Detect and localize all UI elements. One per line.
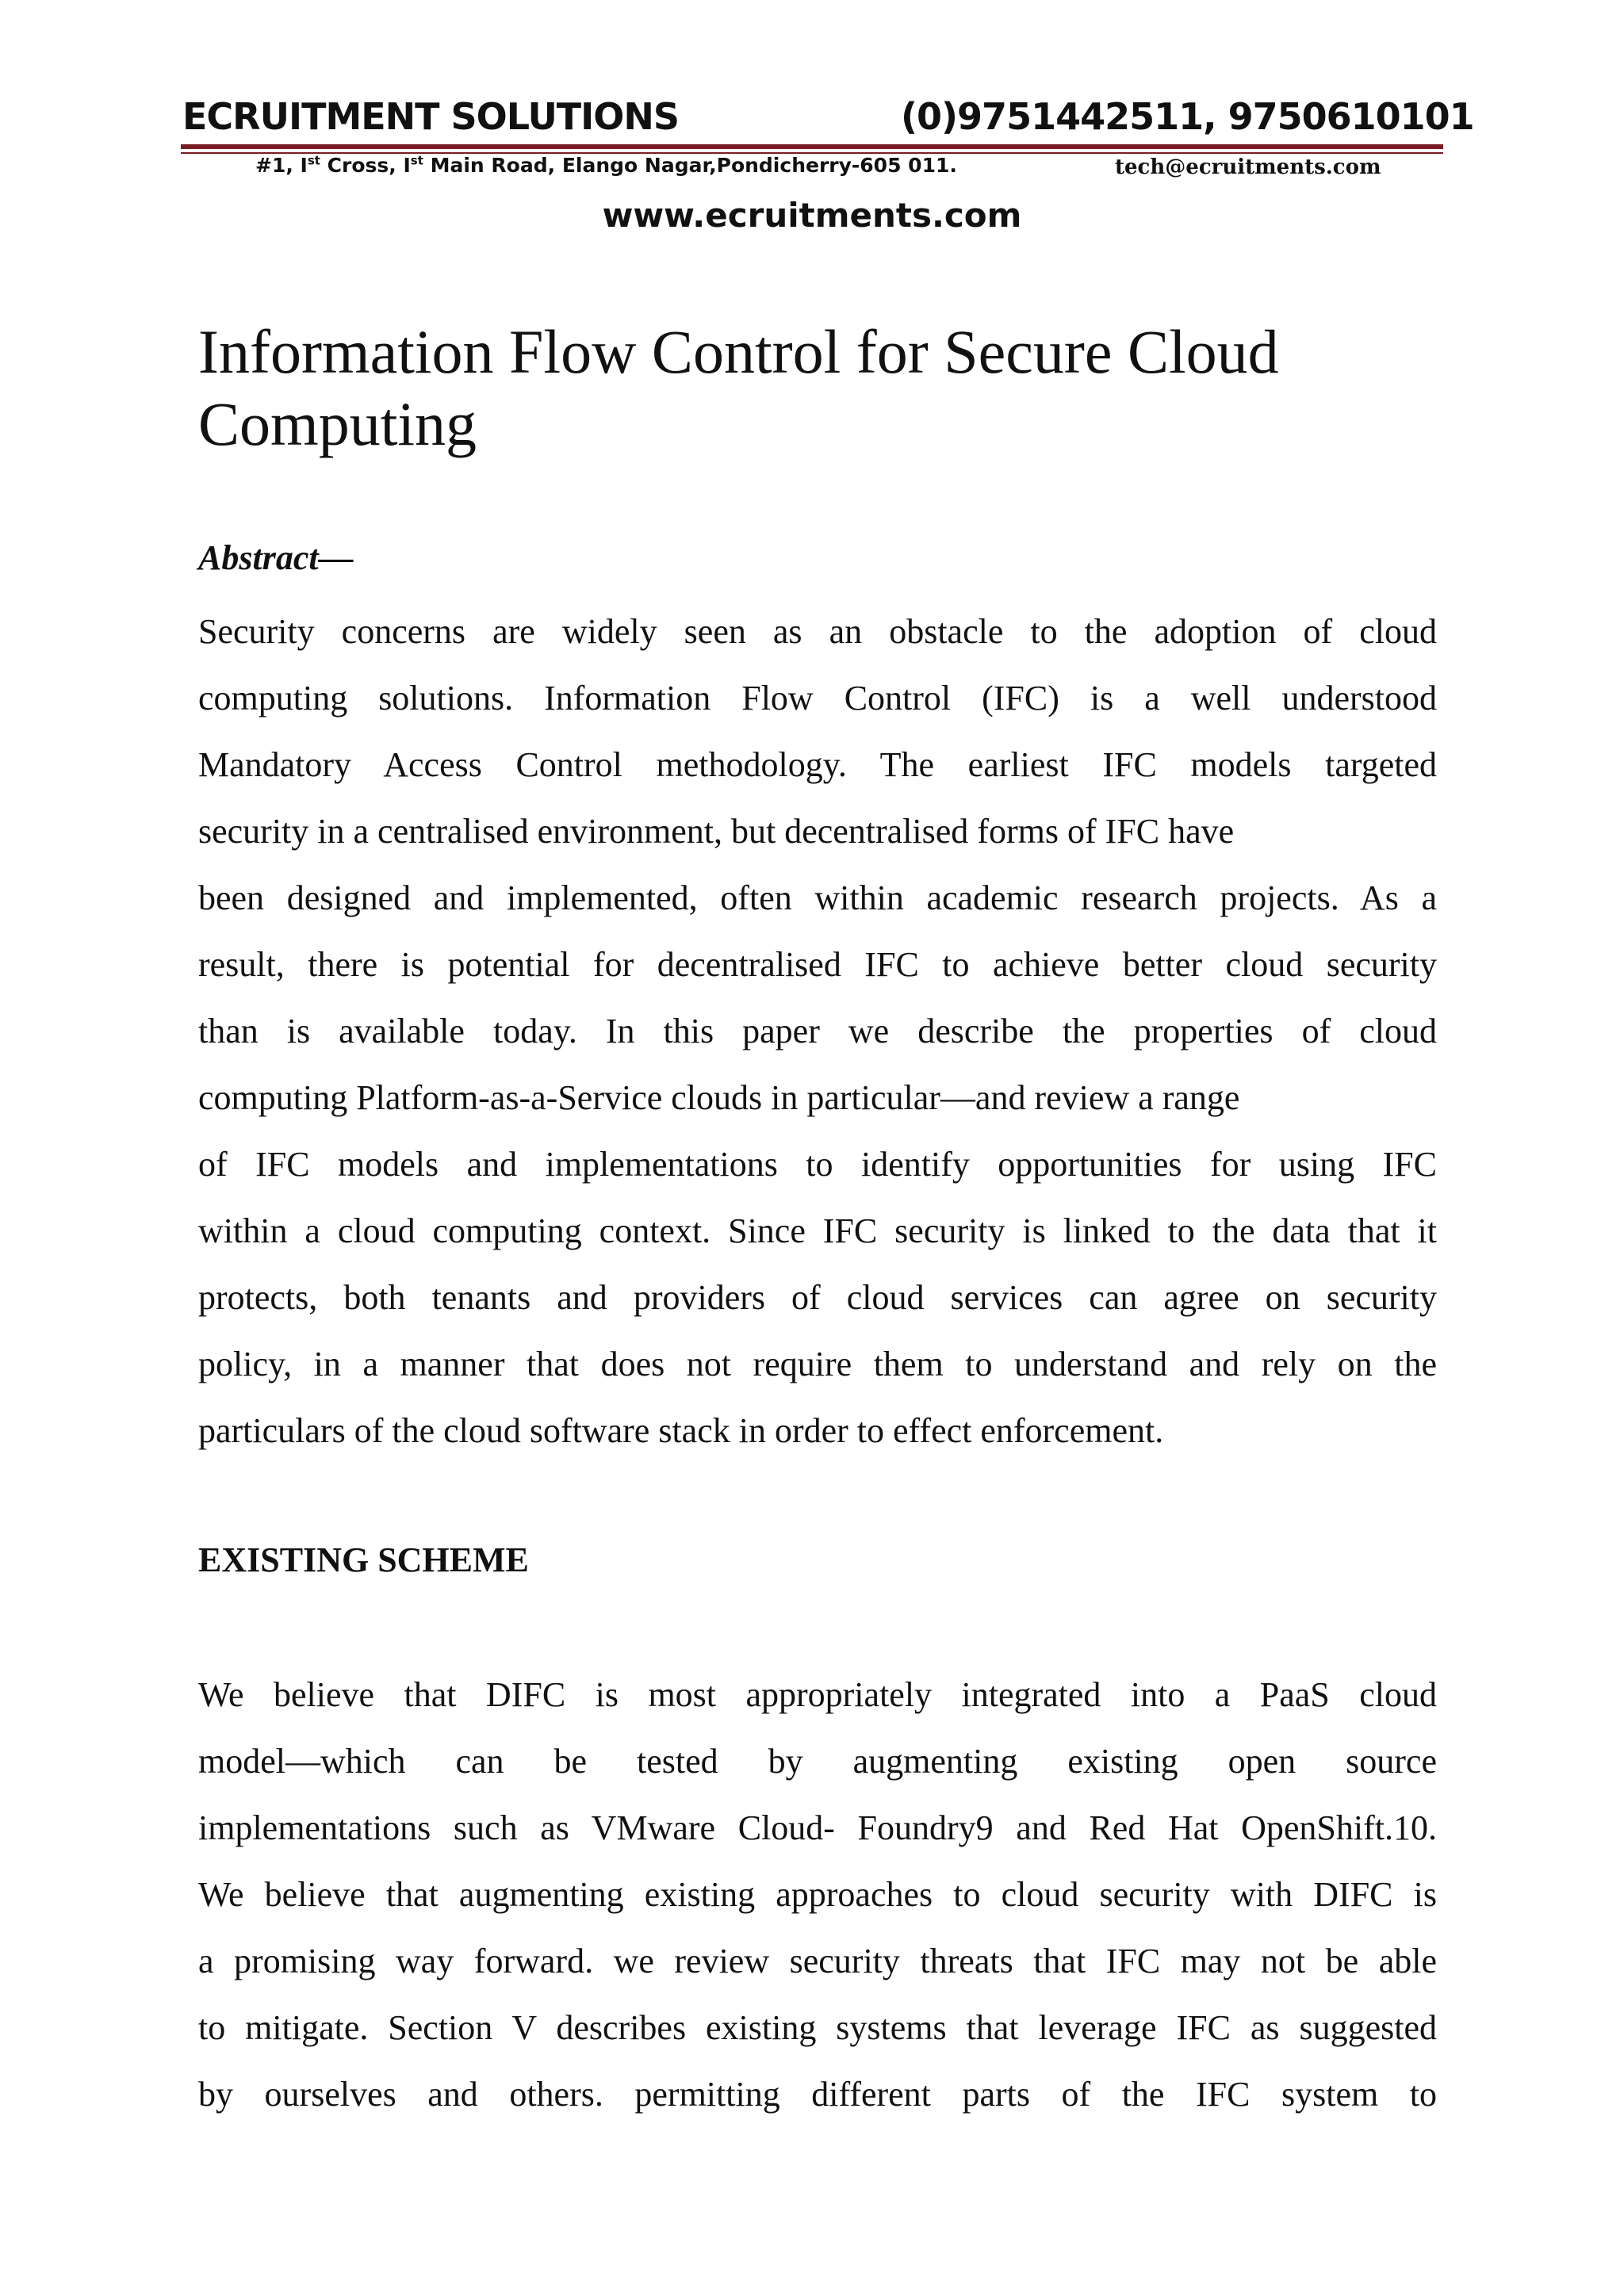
title-line: Computing [198, 389, 477, 458]
paragraph-line: of IFC models and implementations to identify opportunities for using IFC [198, 1145, 1437, 1184]
paragraph-line: than is available today. In this paper we describe the properties of cloud [198, 1012, 1437, 1050]
paragraph-line: a promising way forward. we review security threats that IFC may not be able [198, 1942, 1437, 1980]
paragraph-line: computing Platform-as-a-Service clouds in particular—and review a range [198, 1078, 1240, 1117]
paragraph-line: We believe that augmenting existing approaches to cloud security with DIFC is [198, 1875, 1437, 1914]
paragraph-line: been designed and implemented, often within academic research projects. As a [198, 878, 1437, 917]
header-rule-thick [181, 144, 1443, 149]
paragraph-line: model—which can be tested by augmenting existing open source [198, 1742, 1437, 1781]
paragraph-line: security in a centralised environment, but decentralised forms of IFC have [198, 812, 1235, 851]
paragraph-line: implementations such as VMware Cloud- Foundry9 and Red Hat OpenShift.10. [198, 1808, 1437, 1847]
company-website: www.ecruitments.com [602, 196, 1022, 235]
paragraph-line: result, there is potential for decentralised IFC to achieve better cloud security [198, 945, 1437, 984]
paragraph-line: Security concerns are widely seen as an obstacle to the adoption of cloud [198, 612, 1437, 651]
title-line: Information Flow Control for Secure Cloud [198, 317, 1279, 386]
paragraph-line: We believe that DIFC is most appropriately integrated into a PaaS cloud [198, 1675, 1437, 1714]
existing-scheme-paragraph [198, 1662, 1437, 2128]
company-address: #1, Ist Cross, Ist Main Road, Elango Nagar,Pondicherry-605 011. [255, 153, 957, 177]
paragraph-line: protects, both tenants and providers of cloud services can agree on security [198, 1278, 1437, 1317]
paragraph-line: particulars of the cloud software stack in order to effect enforcement. [198, 1411, 1164, 1450]
company-name: ECRUITMENT SOLUTIONS [182, 95, 680, 138]
abstract-paragraph [198, 599, 1437, 1464]
paragraph-line: within a cloud computing context. Since IFC security is linked to the data that it [198, 1211, 1437, 1250]
phone-numbers: (0)9751442511, 9750610101 [901, 95, 1474, 138]
company-email: tech@ecruitments.com [1115, 155, 1381, 179]
paragraph-line: computing solutions. Information Flow Control (IFC) is a well understood [198, 679, 1437, 718]
page-title [198, 316, 1435, 460]
abstract-heading: Abstract— [198, 538, 354, 577]
section-heading-existing-scheme: EXISTING SCHEME [198, 1540, 529, 1579]
paragraph-line: policy, in a manner that does not require them to understand and rely on the [198, 1345, 1437, 1383]
paragraph-line: Mandatory Access Control methodology. The earliest IFC models targeted [198, 745, 1437, 784]
paragraph-line: to mitigate. Section V describes existing systems that leverage IFC as suggested [198, 2008, 1437, 2047]
paragraph-line: by ourselves and others. permitting different parts of the IFC system to [198, 2075, 1437, 2114]
